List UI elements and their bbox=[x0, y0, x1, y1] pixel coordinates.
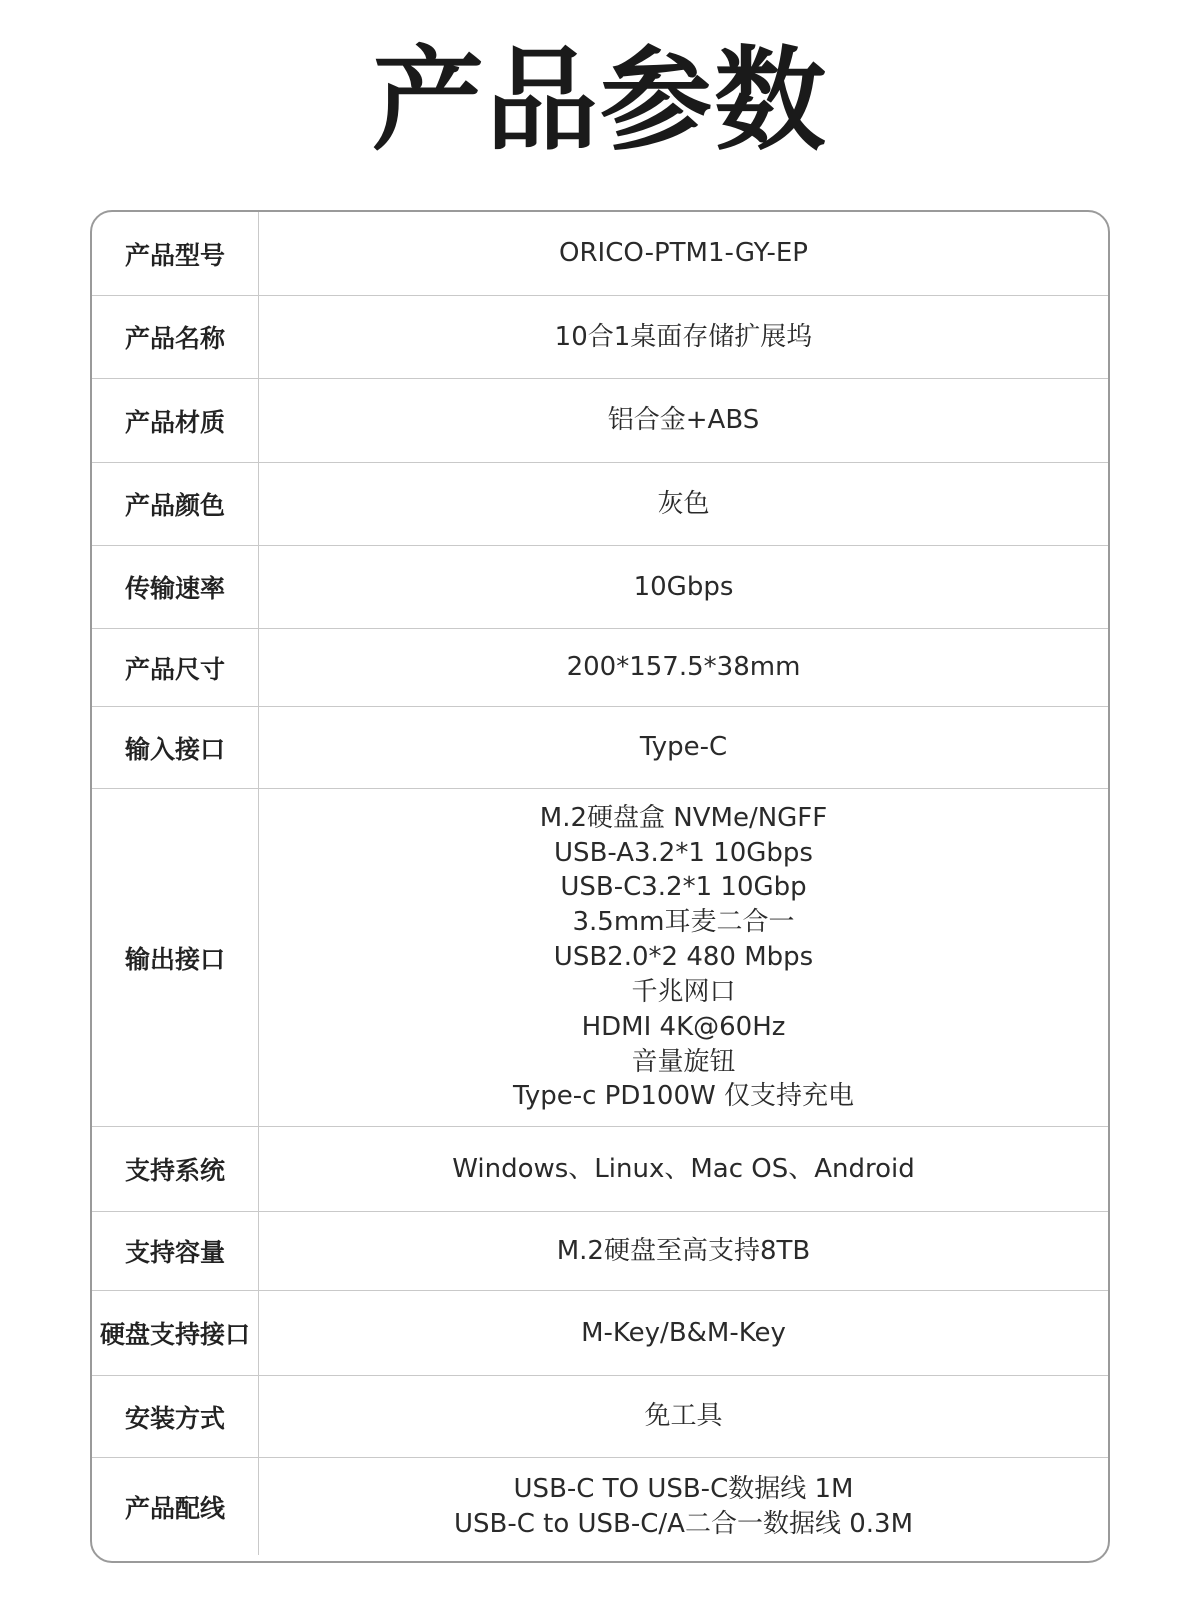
cable-line: USB-C TO USB-C数据线 1M bbox=[513, 1473, 854, 1504]
spec-label-input-port: 输入接口 bbox=[92, 707, 259, 788]
spec-row-transfer-rate bbox=[92, 545, 1108, 628]
spec-row-disk-interface bbox=[92, 1290, 1108, 1375]
spec-value-model: ORICO-PTM1-GY-EP bbox=[559, 238, 808, 269]
spec-row-material bbox=[92, 378, 1108, 462]
spec-value-input-port: Type-C bbox=[639, 732, 728, 763]
spec-row-capacity bbox=[92, 1211, 1108, 1290]
spec-row-cables bbox=[92, 1457, 1108, 1555]
output-port-line: USB-A3.2*1 10Gbps bbox=[554, 837, 813, 868]
spec-value-material: 铝合金+ABS bbox=[607, 405, 760, 436]
spec-value-transfer-rate: 10Gbps bbox=[633, 571, 734, 602]
spec-value-disk-interface: M-Key/B&M-Key bbox=[581, 1317, 786, 1348]
output-port-line: USB2.0*2 480 Mbps bbox=[553, 942, 814, 973]
spec-label-color: 产品颜色 bbox=[92, 463, 259, 545]
spec-label-cables: 产品配线 bbox=[92, 1458, 259, 1555]
spec-label-size: 产品尺寸 bbox=[92, 629, 259, 706]
spec-row-color bbox=[92, 462, 1108, 545]
cable-line: USB-C to USB-C/A二合一数据线 0.3M bbox=[453, 1508, 914, 1539]
spec-label-transfer-rate: 传输速率 bbox=[92, 546, 259, 628]
spec-label-model: 产品型号 bbox=[92, 212, 259, 295]
spec-label-supported-systems: 支持系统 bbox=[92, 1127, 259, 1211]
spec-label-installation: 安装方式 bbox=[92, 1376, 259, 1457]
spec-label-name: 产品名称 bbox=[92, 296, 259, 378]
spec-value-cables bbox=[259, 1458, 1108, 1555]
output-port-line: M.2硬盘盒 NVMe/NGFF bbox=[539, 802, 828, 833]
spec-value-name: 10合1桌面存储扩展坞 bbox=[554, 321, 813, 352]
output-port-line: 音量旋钮 bbox=[631, 1046, 736, 1077]
spec-row-installation bbox=[92, 1375, 1108, 1457]
spec-value-supported-systems: Windows、Linux、Mac OS、Android bbox=[452, 1153, 915, 1184]
spec-value-installation: 免工具 bbox=[644, 1401, 723, 1432]
spec-label-disk-interface: 硬盘支持接口 bbox=[92, 1291, 259, 1375]
spec-label-capacity: 支持容量 bbox=[92, 1212, 259, 1290]
spec-value-color: 灰色 bbox=[657, 488, 710, 519]
output-port-line: HDMI 4K@60Hz bbox=[581, 1011, 786, 1042]
spec-value-size: 200*157.5*38mm bbox=[566, 652, 801, 683]
page-title: 产品参数 bbox=[372, 36, 828, 166]
spec-row-model bbox=[92, 212, 1108, 295]
spec-row-supported-systems bbox=[92, 1126, 1108, 1211]
output-port-line: 3.5mm耳麦二合一 bbox=[572, 907, 795, 938]
spec-label-material: 产品材质 bbox=[92, 379, 259, 462]
spec-row-output-port bbox=[92, 788, 1108, 1126]
output-port-line: USB-C3.2*1 10Gbp bbox=[560, 872, 807, 903]
spec-value-output-port bbox=[259, 789, 1108, 1126]
spec-row-size bbox=[92, 628, 1108, 706]
output-port-line: Type-c PD100W 仅支持充电 bbox=[513, 1081, 854, 1112]
spec-label-output-port: 输出接口 bbox=[92, 789, 259, 1126]
spec-row-input-port bbox=[92, 706, 1108, 788]
output-port-line: 千兆网口 bbox=[631, 976, 736, 1007]
spec-table bbox=[90, 210, 1110, 1563]
spec-value-capacity: M.2硬盘至高支持8TB bbox=[556, 1235, 811, 1266]
spec-row-name bbox=[92, 295, 1108, 378]
